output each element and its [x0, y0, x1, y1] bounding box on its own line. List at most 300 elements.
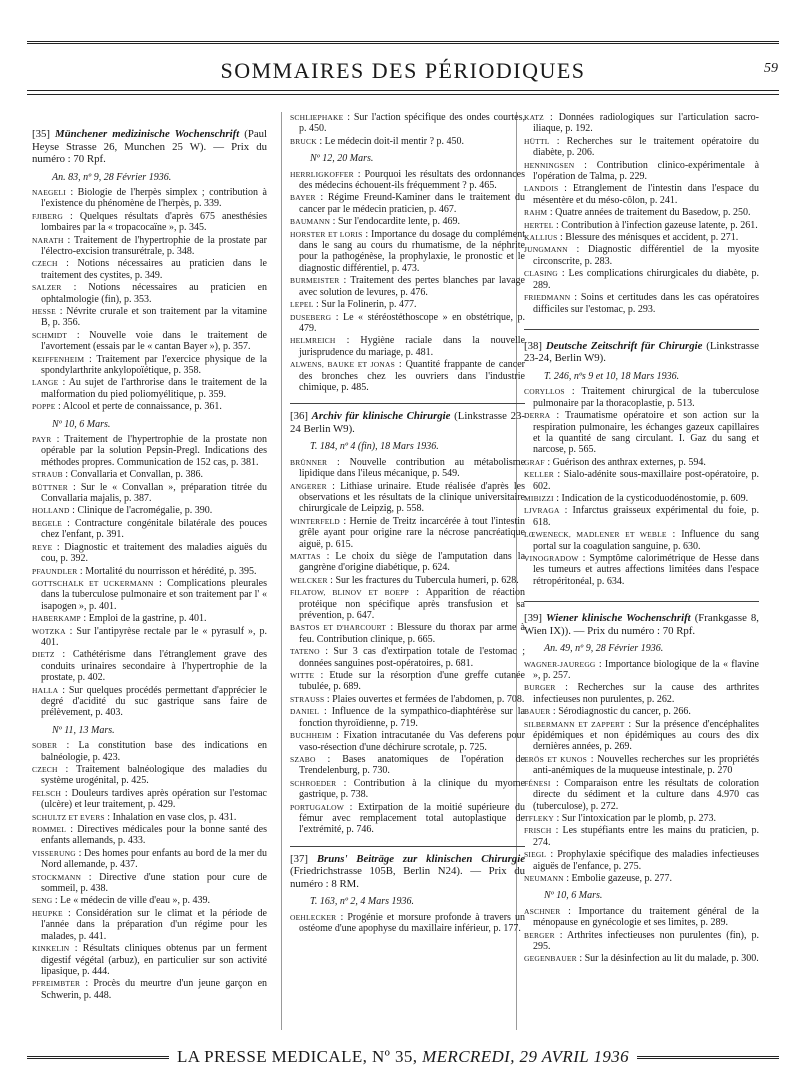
article-title: Traitement par l'exercice physique de la spondylarthrite ankylopoïétique, p. 358.: [41, 353, 267, 376]
article-entry: HORSTER ET LORIS : Importance du dosage du complément dans le sang au cours du rhumatisme, de la néphrite pour la pathogénèse, la prophylaxie, le pronostic et le diagnostic différentiel, p. 473.: [290, 228, 525, 274]
article-entry: MATTAS : Le choix du siège de l'amputation dans la gangrène d'origine diabétique, p. 624.: [290, 551, 526, 574]
issue-heading: T. 163, nº 2, 4 Mars 1936.: [310, 896, 415, 908]
article-title: Bases anatomiques de l'opération de Trendelenburg, p. 730.: [299, 753, 525, 777]
article-author: PORTUGALOW: [290, 802, 345, 812]
article-entry: SALZER : Notions nécessaires au praticien en ophtalmologie (fin), p. 353.: [32, 282, 267, 305]
article-author: BRÜNNER: [290, 457, 328, 467]
article-title: Régime Freund-Kaminer dans le traitement du cancer par le médecin praticien, p. 467.: [299, 192, 525, 215]
article-title: Données radiologiques sur l'articulation sacro-iliaque, p. 192.: [533, 112, 759, 135]
article-title: Pourquoi les résultats des ordonnances des médecins échouent-ils fréquemment ? p. 465.: [299, 168, 525, 192]
article-author: DIETZ: [32, 650, 55, 660]
article-author: HENNINGSEN: [524, 160, 575, 170]
article-entry: CORYLLOS : Traitement chirurgical de la tuberculose pulmonaire par la thoracoplastie, p. 513.: [524, 386, 759, 409]
article-entry: NEUMANN : Embolie gazeuse, p. 277.: [524, 872, 673, 884]
footer-rule: [637, 1056, 779, 1059]
section-divider: [290, 846, 525, 847]
article-entry: BUCHHEIM : Fixation intracutanée du Vas deferens pour vaso-résection d'une déchirure scrotale, p. 725.: [290, 730, 526, 753]
column-divider: [281, 112, 282, 1030]
article-title: Le « médecin de ville d'eau », p. 439.: [60, 895, 210, 907]
article-title: Etranglement de l'intestin dans l'espace du mésentère et du méso-côlon, p. 241.: [533, 183, 759, 206]
article-author: ANGERER: [290, 481, 327, 491]
article-author: WELCKER: [290, 575, 328, 585]
article-title: Notions nécessaires au praticien dans le traitement des cystites, p. 349.: [41, 258, 267, 281]
article-entry: BAUMANN : Sur l'endocardite lente, p. 469.: [290, 216, 460, 228]
article-author: WINTERFELD: [290, 516, 340, 526]
journal-heading-37: [290, 853, 525, 891]
column-1: [32, 112, 267, 1002]
entry-list: [524, 112, 759, 315]
article-entry: VINOGRADOW : Symptôme calorimétrique de Hesse dans les tumeurs et autres affections limitées dans l'espace rétropéritonéal, p. 634.: [524, 553, 759, 587]
article-entry: SCHROEDER : Contribution à la clinique du myome gastrique, p. 738.: [290, 777, 525, 801]
article-author: KALLIUS: [524, 233, 558, 243]
article-author: DERRA: [524, 411, 551, 421]
footer-date: 29 AVRIL 1936: [519, 1047, 630, 1066]
article-author: FILATOW, BLINOV ET BOEPP: [290, 588, 410, 598]
article-title: Recherches sur le traitement opératoire du diabète, p. 206.: [533, 135, 759, 159]
article-entry: ROMMEL : Directives médicales pour la bonne santé des enfants allemands, p. 433.: [32, 824, 268, 847]
article-author: ALWENS, BAUKE ET JONAS: [290, 360, 395, 370]
article-title: Nouvelles recherches sur les propriétés anti-anémiques de la muqueuse intestinale, p. 270: [533, 753, 760, 777]
article-author: HERRLIGKOFFER: [290, 169, 354, 179]
article-entry: SIEGL : Prophylaxie spécifique des maladies infectieuses aiguës de l'enfance, p. 275.: [524, 849, 759, 872]
article-title: Les stupéfiants entre les mains du praticien, p. 274.: [533, 825, 759, 848]
article-entry: FÉNESI : Comparaison entre les résultats de coloration directe du sédiment et la culture dans 4.970 cas (tuberculose), p. 272.: [524, 777, 760, 812]
article-entry: BASTOS ET D'HARCOURT : Blessure du thorax par arme à feu. Contribution clinique, p. 665.: [290, 622, 525, 645]
article-title: Plaies ouvertes et fermées de l'abdomen, p. 708.: [332, 693, 525, 705]
journal-name: Archiv für klinische Chirurgie: [311, 410, 451, 423]
article-entry: HABERKAMP : Emploi de la gastrine, p. 401.: [32, 613, 207, 625]
article-entry: WITTE : Etude sur la résorption d'une greffe cutanée tubulée, p. 689.: [290, 670, 525, 693]
article-title: Apparition de réaction protéique non spécifique après transfusion et sa prévention, p. 647.: [299, 587, 526, 622]
journal-number: [35]: [32, 128, 50, 140]
journal-name: Münchener medizinische Wochenschrift: [55, 128, 240, 140]
article-title: Lithiase urinaire. Etude réalisée d'après les observations et les résultats de la clinique universitaire chirurgicale de Leipzig, p. 558.: [299, 480, 526, 515]
article-author: SCHULTZ ET EVERS: [32, 812, 105, 822]
article-title: Traitement de l'hypertrophie de la prostate par l'électro-excision transurétrale, p. 348.: [41, 234, 267, 257]
journal-heading-35: [32, 128, 267, 166]
article-title: Traitement des pertes blanches par lavage avec solution de levures, p. 476.: [299, 275, 525, 298]
article-entry: STRAUSS : Plaies ouvertes et fermées de l'abdomen, p. 708.: [290, 693, 525, 705]
article-entry: KALLIUS : Blessure des ménisques et accident, p. 271.: [524, 232, 739, 244]
article-title: La constitution base des indications en balnéologie, p. 423.: [41, 740, 268, 763]
article-author: BAYER: [290, 193, 316, 203]
article-entry: FRIEDMANN : Soins et certitudes dans les cas opératoires difficiles sur l'estomac, p. 293.: [524, 292, 759, 315]
article-title: Progénie et morsure profonde à travers un ostéome d'une apophyse du maxillaire inférieur, p. 177.: [299, 911, 525, 935]
article-author: PAYR: [32, 435, 52, 445]
article-entry: BERGER : Arthrites infectieuses non purulentes (fin), p. 295.: [524, 929, 759, 952]
article-entry: OEHLECKER : Progénie et morsure profonde à travers un ostéome d'une apophyse du maxillaire inférieur, p. 177.: [290, 911, 525, 935]
section-divider: [524, 329, 759, 330]
article-author: BURGER: [524, 683, 556, 693]
article-title: Complications pleurales dans la tuberculose pulmonaire et son traitement par l' « isapogen », p. 401.: [41, 577, 267, 612]
entry-list: [524, 906, 759, 965]
article-author: VINOGRADOW: [524, 554, 579, 563]
article-author: PFREIMBTER: [32, 979, 81, 989]
article-author: WITTE: [290, 671, 315, 681]
article-author: SOBER: [32, 741, 58, 751]
article-author: LEPEL: [290, 300, 314, 310]
article-author: BERGER: [524, 930, 555, 940]
article-entry: CZECH : Traitement balnéologique des maladies du système urogénital, p. 425.: [32, 764, 267, 787]
journal-number: [36]: [290, 410, 308, 423]
article-title: Quelques résultats d'après 675 anesthésies lombaires par la « tropacocaïne », p. 345.: [41, 210, 267, 234]
article-author: OEHLECKER: [290, 912, 337, 922]
article-author: KEIFFENHEIM: [32, 354, 85, 364]
entry-list: [290, 112, 525, 147]
article-author: VISSERUNG: [32, 848, 76, 858]
article-author: HOLLAND: [32, 506, 70, 516]
article-title: Etude sur la résorption d'une greffe cutanée tubulée, p. 689.: [299, 670, 525, 693]
article-author: NARATH: [32, 235, 64, 245]
article-author: HÜTTL: [524, 136, 550, 146]
section-divider: [290, 403, 525, 404]
article-entry: DERRA : Traumatisme opératoire et son action sur la respiration pulmonaire, les échanges gazeux capillaires et la quantité de sang circulant. I. Gaz du sang et narcose, p. 565.: [524, 410, 759, 456]
issue-heading: T. 184, nº 4 (fin), 18 Mars 1936.: [310, 441, 439, 453]
article-author: SZABO: [290, 754, 316, 764]
article-entry: BRUCK : Le médecin doit-il mentir ? p. 450.: [290, 135, 465, 147]
article-title: Comparaison entre les résultats de coloration directe du sédiment et la culture dans 4.970 cas (tuberculose), p. 272.: [533, 777, 760, 812]
article-author: TFLEKY: [524, 813, 554, 823]
article-entry: PAYR : Traitement de l'hypertrophie de la prostate non opérable par la solution Pepsin-Pregl. Indications des méthodes propres. Communication de 152 cas, p. 381.: [32, 434, 267, 468]
article-entry: GEGENBAUER : Sur la désinfection au lit du malade, p. 300.: [524, 953, 759, 965]
article-entry: WINTERFELD : Hernie de Treitz incarcérée à tout l'intestin grêle ayant pour origine rare la nécrose pancréatique aiguë, p. 615.: [290, 515, 526, 550]
article-entry: LANGE : Au sujet de l'arthrorise dans le traitement de la malformation du pied poliomyélitique, p. 359.: [32, 377, 267, 400]
issue-heading: An. 83, nº 9, 28 Février 1936.: [52, 171, 172, 183]
article-entry: LŒWENECK, MADLENER ET WEBLE : Influence du sang portal sur la coagulation sanguine, p. 630.: [524, 529, 759, 552]
article-title: Sialo-adénite sous-maxillaire post-opératoire, p. 602.: [533, 469, 760, 492]
article-author: HABERKAMP: [32, 614, 81, 624]
article-entry: BURGER : Recherches sur la cause des arthrites infectieuses non purulentes, p. 262.: [524, 682, 759, 705]
article-author: FÉNESI: [524, 778, 551, 788]
issue-heading: An. 49, nº 9, 28 Février 1936.: [544, 643, 664, 655]
journal-info: (Friedrichstrasse 105B, Berlin N24). — Prix du numéro : 8 RM.: [290, 865, 525, 890]
article-title: Directive d'une station pour cure de sommeil, p. 438.: [41, 871, 268, 895]
entry-list: [290, 912, 525, 935]
article-entry: SCHMIDT : Nouvelle voie dans le traitement de l'avortement (essais par le « cantan Bayer »), p. 357.: [32, 329, 267, 353]
article-entry: SCHULTZ ET EVERS : Inhalation en vase clos, p. 431.: [32, 811, 237, 823]
article-entry: BAYER : Régime Freund-Kaminer dans le traitement du cancer par le médecin praticien, p. 467.: [290, 192, 525, 215]
article-author: SENG: [32, 896, 53, 906]
article-entry: SCHLIEPHAKE : Sur l'action spécifique des ondes courtes, p. 450.: [290, 112, 525, 135]
article-title: Mortalité du nourrisson et hérédité, p. 395.: [85, 565, 257, 577]
article-title: Influence de la sympathico-diaphtérèse sur la fonction thyroïdienne, p. 719.: [299, 706, 525, 729]
article-title: Quantité frappante de cancer des bronches chez les ouvriers dans l'industrie chimique, p. 485.: [299, 359, 526, 393]
article-title: Douleurs tardives après opération sur l'estomac (ulcère) et leur traitement, p. 429.: [41, 787, 267, 811]
article-entry: SOBER : La constitution base des indications en balnéologie, p. 423.: [32, 740, 268, 763]
article-entry: JUNGMANN : Diagnostic différentiel de la myosite circonscrite, p. 283.: [524, 244, 759, 267]
article-author: BUCHHEIM: [290, 731, 332, 741]
article-entry: SENG : Le « médecin de ville d'eau », p. 439.: [32, 895, 210, 907]
article-entry: MIBIZZI : Indication de la cysticoduodénostomie, p. 609.: [524, 492, 749, 504]
article-author: KELLER: [524, 470, 554, 480]
article-author: CORYLLOS: [524, 387, 565, 397]
article-title: Directives médicales pour la bonne santé des enfants allemands, p. 433.: [41, 824, 268, 847]
journal-name: Wiener klinische Wochenschrift: [546, 612, 691, 625]
article-entry: FRISCH : Les stupéfiants entre les mains du praticien, p. 274.: [524, 825, 759, 848]
header-rule-2: [27, 94, 779, 95]
article-entry: HENNINGSEN : Contribution clinico-expérimentale à l'opération de Talma, p. 229.: [524, 159, 760, 183]
entry-list: [32, 187, 267, 413]
issue-heading: Nº 12, 20 Mars.: [310, 153, 374, 165]
article-title: Hernie de Treitz incarcérée à tout l'intestin grêle ayant pour origine rare la nécrose pancréatique aiguë, p. 615.: [299, 515, 526, 550]
article-author: DANIEL: [290, 707, 320, 717]
article-title: Importance biologique de la « flavine », p. 257.: [533, 658, 759, 682]
entry-list: [290, 457, 525, 836]
article-title: Clinique de l'acromégalie, p. 390.: [77, 505, 213, 517]
article-title: Blessure du thorax par arme à feu. Contribution clinique, p. 665.: [299, 622, 525, 645]
entry-list: [524, 659, 759, 885]
article-title: Cathétérisme dans l'étranglement grave des conduits urinaires secondaire à l'hypertrophie de la prostate, p. 402.: [41, 649, 268, 684]
article-author: ASCHNER: [524, 906, 561, 916]
journal-number: [38]: [524, 339, 542, 352]
article-author: HORSTER ET LORIS: [290, 229, 363, 239]
article-title: Nouvelle voie dans le traitement de l'avortement (essais par le « cantan Bayer »), p. 357.: [41, 329, 267, 353]
article-title: Sur l'endocardite lente, p. 469.: [337, 216, 460, 228]
entry-list: [32, 740, 267, 1001]
journal-info: (Frankgasse 8, Wien IX)). — Prix du numéro : 70 Rpf.: [524, 612, 759, 637]
article-author: BÜTTNER: [32, 482, 68, 492]
article-entry: ALWENS, BAUKE ET JONAS : Quantité frappante de cancer des bronches chez les ouvriers dans l'industrie chimique, p. 485.: [290, 359, 526, 393]
article-entry: HERTEL : Contribution à l'infection gazeuse latente, p. 261.: [524, 219, 758, 231]
article-entry: ANGERER : Lithiase urinaire. Etude réalisée d'après les observations et les résultats de la clinique universitaire chirurgicale de Leipzig, p. 558.: [290, 480, 526, 515]
article-title: Blessure des ménisques et accident, p. 271.: [565, 232, 739, 244]
article-author: SCHROEDER: [290, 778, 337, 788]
column-2: [290, 112, 525, 935]
article-entry: KEIFFENHEIM : Traitement par l'exercice physique de la spondylarthrite ankylopoïétique, p. 358.: [32, 353, 267, 376]
article-entry: TATENO : Sur 3 cas d'extirpation totale de l'estomac ; données sanguines post-opératoires, p. 681.: [290, 646, 526, 669]
article-title: Contracture congénitale bilatérale des pouces chez l'enfant, p. 391.: [41, 517, 268, 541]
article-author: KATZ: [524, 113, 544, 122]
top-rule: [27, 41, 779, 44]
article-title: Sur l'antipyrèse rectale par le « pyrasulf », p. 401.: [41, 625, 268, 648]
article-entry: FJIBERG : Quelques résultats d'après 675 anesthésies lombaires par la « tropacocaïne », p. 345.: [32, 210, 267, 234]
article-entry: WAGNER-JAUREGG : Importance biologique de la « flavine », p. 257.: [524, 658, 759, 682]
article-author: BURMEISTER: [290, 276, 340, 286]
article-author: CLASING: [524, 269, 558, 279]
article-entry: BRÜNNER : Nouvelle contribution au métabolisme lipidique dans l'ileus mécanique, p. 549.: [290, 456, 526, 480]
article-entry: SZABO : Bases anatomiques de l'opération de Trendelenburg, p. 730.: [290, 753, 525, 777]
section-divider: [524, 601, 759, 602]
article-entry: DIETZ : Cathétérisme dans l'étranglement grave des conduits urinaires secondaire à l'hypertrophie de la prostate, p. 402.: [32, 649, 268, 684]
page-number: 59: [764, 61, 778, 76]
article-entry: NARATH : Traitement de l'hypertrophie de la prostate par l'électro-excision transurétrale, p. 348.: [32, 234, 267, 257]
article-author: LJVRAGA: [524, 506, 560, 516]
article-author: GOTTSCHALK ET UCKERMANN: [32, 578, 154, 588]
article-title: Symptôme calorimétrique de Hesse dans les tumeurs et autres affections limitées dans l'espace rétropéritonéal, p. 634.: [533, 553, 759, 587]
article-entry: BAUER : Sérodiagnostic du cancer, p. 266.: [524, 706, 691, 718]
article-entry: HERRLIGKOFFER : Pourquoi les résultats des ordonnances des médecins échouent-ils fréquemment ? p. 465.: [290, 168, 525, 192]
article-title: Sur la Folinerin, p. 477.: [321, 299, 417, 311]
article-author: SIEGL: [524, 850, 547, 860]
footer: [27, 1047, 779, 1067]
issue-heading: Nº 10, 6 Mars.: [52, 418, 111, 430]
article-title: Traitement balnéologique des maladies du système urogénital, p. 425.: [41, 764, 267, 787]
article-author: STOCKMANN: [32, 872, 82, 882]
article-title: Traitement de l'hypertrophie de la prostate non opérable par la solution Pepsin-Pregl. Indications des méthodes propres. Communication de 152 cas, p. 381.: [41, 434, 267, 468]
article-author: PFAUNDLER: [32, 566, 78, 576]
article-author: NEUMANN: [524, 873, 564, 883]
article-title: Contribution clinico-expérimentale à l'opération de Talma, p. 229.: [533, 159, 760, 183]
article-author: GEGENBAUER: [524, 954, 577, 964]
article-author: SILBERMANN ET ZAPPERT: [524, 719, 625, 729]
article-title: Guérison des anthrax externes, p. 594.: [552, 456, 706, 468]
article-entry: ASCHNER : Importance du traitement général de la ménopause en gynécologie et ses limites, p. 289.: [524, 905, 759, 929]
article-title: Sur les fractures du Tubercula humeri, p. 628.: [335, 574, 519, 586]
article-title: Résultats cliniques obtenus par un ferment digestif végétal (arbuz), en particulier sur son activité lipasique, p. 444.: [41, 943, 267, 977]
article-title: Le médecin doit-il mentir ? p. 450.: [324, 135, 465, 147]
article-title: Procès du meurtre d'un jeune garçon en Schwerin, p. 448.: [41, 978, 268, 1001]
article-entry: WELCKER : Sur les fractures du Tubercula humeri, p. 628.: [290, 574, 519, 586]
article-title: Soins et certitudes dans les cas opératoires difficiles sur l'estomac, p. 293.: [533, 292, 759, 315]
article-title: Notions nécessaires au praticien en ophtalmologie (fin), p. 353.: [41, 282, 267, 305]
article-title: Extirpation de la moitié supérieure du fémur avec remplacement total autoplastique de l'extrémité, p. 746.: [299, 801, 525, 836]
article-entry: CZECH : Notions nécessaires au praticien dans le traitement des cystites, p. 349.: [32, 258, 267, 281]
issue-heading: Nº 10, 6 Mars.: [544, 890, 603, 902]
article-author: HALLA: [32, 685, 59, 695]
article-entry: STOCKMANN : Directive d'une station pour cure de sommeil, p. 438.: [32, 871, 268, 895]
article-entry: DANIEL : Influence de la sympathico-diaphtérèse sur la fonction thyroïdienne, p. 719.: [290, 706, 525, 729]
entry-list: [32, 434, 267, 719]
article-title: Convallaria et Convallan, p. 386.: [70, 469, 204, 481]
article-title: Alcool et perte de connaissance, p. 361.: [62, 401, 222, 413]
article-title: Influence du sang portal sur la coagulation sanguine, p. 630.: [533, 529, 759, 552]
article-title: Les complications chirurgicales du diabète, p. 289.: [533, 268, 759, 291]
article-title: Quatre années de traitement du Basedow, p. 250.: [555, 207, 751, 219]
footer-publication: LA PRESSE MEDICALE, Nº 35,: [176, 1047, 418, 1066]
article-entry: HOLLAND : Clinique de l'acromégalie, p. 390.: [32, 505, 213, 517]
article-entry: VISSERUNG : Des homes pour enfants au bord de la mer du Nord allemande, p. 437.: [32, 847, 267, 871]
article-title: Fixation intracutanée du Vas deferens pour vaso-résection d'une déchirure scrotale, p. 725.: [299, 730, 526, 753]
article-entry: KATZ : Données radiologiques sur l'articulation sacro-iliaque, p. 192.: [524, 112, 759, 135]
article-author: ROMMEL: [32, 825, 67, 835]
article-title: Importance du dosage du complément dans le sang au cours du rhumatisme, de la néphrite pour la pathogénèse, la prophylaxie, le pronostic et le diagnostic différentiel, p. 473.: [299, 228, 525, 274]
article-entry: ERÖS ET KUNOS : Nouvelles recherches sur les propriétés anti-anémiques de la muqueuse intestinale, p. 270: [524, 753, 760, 777]
article-entry: BURMEISTER : Traitement des pertes blanches par lavage avec solution de levures, p. 476.: [290, 275, 525, 298]
article-author: GRAF: [524, 457, 545, 467]
article-title: Diagnostic différentiel de la myosite circonscrite, p. 283.: [533, 244, 759, 267]
article-title: Névrite crurale et son traitement par la vitamine B, p. 356.: [41, 305, 267, 329]
entry-list: [290, 169, 525, 394]
article-entry: RAHM : Quatre années de traitement du Basedow, p. 250.: [524, 207, 751, 219]
journal-name: Deutsche Zeitschrift für Chirurgie: [545, 339, 703, 352]
article-title: Prophylaxie spécifique des maladies infectieuses aiguës de l'enfance, p. 275.: [533, 849, 759, 872]
article-title: Biologie de l'herpès simplex ; contribution à l'existence du phénomène de l'herpès, p. 339.: [41, 186, 267, 210]
article-title: Inhalation en vase clos, p. 431.: [112, 811, 237, 823]
article-title: Des homes pour enfants au bord de la mer du Nord allemande, p. 437.: [41, 847, 267, 871]
article-author: LANDOIS: [524, 184, 559, 194]
article-title: Sur la présence d'encéphalites épidémiques et non épidémiques au cours des dix dernières années, p. 269.: [533, 718, 759, 753]
article-title: Embolie gazeuse, p. 277.: [571, 872, 673, 884]
article-author: JUNGMANN: [524, 245, 568, 255]
header-rule: [27, 90, 779, 91]
article-entry: LJVRAGA : Infarctus graisseux expérimental du foie, p. 618.: [524, 505, 759, 528]
article-author: FELSCH: [32, 788, 62, 798]
issue-heading: T. 246, nºs 9 et 10, 18 Mars 1936.: [544, 370, 680, 382]
article-author: POPPE: [32, 402, 56, 412]
article-author: LANGE: [32, 378, 59, 388]
entry-list: [524, 386, 759, 587]
article-title: Au sujet de l'arthrorise dans le traitement de la malformation du pied poliomyélitique, p. 359.: [41, 377, 267, 400]
article-title: Sur quelques procédés permettant d'apprécier le degré d'acidité du suc gastrique sans faire de prélèvement, p. 403.: [41, 684, 267, 719]
journal-info: (Linkstrasse 23-24 Berlin W9).: [290, 410, 525, 435]
article-title: Contribution à la clinique du myome gastrique, p. 738.: [299, 777, 525, 801]
footer-rule: [27, 1056, 169, 1059]
article-entry: DUSEBERG : Le « stéréostéthoscope » en obstétrique, p. 479.: [290, 311, 526, 334]
article-author: RAHM: [524, 208, 548, 218]
article-title: Contribution à l'infection gazeuse latente, p. 261.: [561, 219, 758, 231]
article-title: Traumatisme opératoire et son action sur la respiration pulmonaire, les échanges gazeux capillaires et la quantité de sang circulant. I. Gaz du sang et narcose, p. 565.: [533, 410, 759, 456]
article-entry: PFREIMBTER : Procès du meurtre d'un jeune garçon en Schwerin, p. 448.: [32, 978, 268, 1001]
article-author: REYE: [32, 542, 53, 552]
article-entry: LANDOIS : Etranglement de l'intestin dans l'espace du mésentère et du méso-côlon, p. 241.: [524, 183, 759, 206]
article-title: Indication de la cysticoduodénostomie, p. 609.: [561, 492, 749, 504]
article-author: HELMREICH: [290, 336, 336, 346]
article-author: STRAUSS: [290, 694, 325, 704]
article-title: Sur le « Convallan », préparation titrée du Convallaria majalis, p. 387.: [41, 481, 268, 505]
article-entry: FILATOW, BLINOV ET BOEPP : Apparition de réaction protéique non spécifique après transfusion et sa prévention, p. 647.: [290, 587, 526, 622]
article-author: STRAUB: [32, 470, 63, 480]
article-entry: POPPE : Alcool et perte de connaissance, p. 361.: [32, 401, 222, 413]
article-entry: BÜTTNER : Sur le « Convallan », préparation titrée du Convallaria majalis, p. 387.: [32, 481, 268, 505]
article-title: Sérodiagnostic du cancer, p. 266.: [558, 706, 691, 718]
article-title: Le « stéréostéthoscope » en obstétrique, p. 479.: [299, 311, 526, 334]
article-entry: REYE : Diagnostic et traitement des maladies aiguës du cou, p. 392.: [32, 541, 268, 565]
page-title: SOMMAIRES DES PÉRIODIQUES: [220, 58, 586, 83]
article-title: Nouvelle contribution au métabolisme lipidique dans l'ileus mécanique, p. 549.: [299, 456, 526, 480]
article-entry: HESSE : Névrite crurale et son traitement par la vitamine B, p. 356.: [32, 305, 267, 329]
footer-text: [169, 1047, 637, 1067]
article-author: HERTEL: [524, 220, 554, 230]
article-entry: HEUPKE : Considération sur le climat et la période de l'année dans la préparation d'un régime pour les malades, p. 441.: [32, 907, 268, 942]
article-entry: HELMREICH : Hygiène raciale dans la nouvelle jurisprudence du mariage, p. 481.: [290, 335, 526, 358]
article-author: SCHLIEPHAKE: [290, 113, 344, 122]
article-title: Sur l'action spécifique des ondes courtes, p. 450.: [299, 112, 525, 135]
journal-name: Bruns' Beiträge zur klinischen Chirurgie: [316, 852, 525, 865]
article-author: LŒWENECK, MADLENER ET WEBLE: [524, 530, 667, 540]
article-entry: GRAF : Guérison des anthrax externes, p. 594.: [524, 456, 706, 468]
article-entry: LEPEL : Sur la Folinerin, p. 477.: [290, 299, 417, 311]
article-author: HESSE: [32, 306, 56, 316]
article-author: ERÖS ET KUNOS: [524, 754, 587, 764]
article-author: BEGELE: [32, 518, 62, 528]
journal-number: [39]: [524, 612, 542, 625]
article-title: Traitement chirurgical de la tuberculose pulmonaire par la thoracoplastie, p. 513.: [533, 386, 759, 409]
article-author: MATTAS: [290, 552, 321, 561]
article-entry: PORTUGALOW : Extirpation de la moitié supérieure du fémur avec remplacement total autoplastique de l'extrémité, p. 746.: [290, 801, 525, 836]
article-entry: CLASING : Les complications chirurgicales du diabète, p. 289.: [524, 268, 759, 291]
journal-heading-38: [524, 340, 759, 365]
article-author: TATENO: [290, 647, 320, 657]
journal-number: [37]: [290, 852, 308, 865]
article-title: Sur la désinfection au lit du malade, p. 300.: [584, 953, 759, 965]
article-entry: HALLA : Sur quelques procédés permettant d'apprécier le degré d'acidité du suc gastrique sans faire de prélèvement, p. 403.: [32, 684, 267, 719]
article-entry: WOTZKA : Sur l'antipyrèse rectale par le « pyrasulf », p. 401.: [32, 625, 268, 648]
article-author: CZECH: [32, 765, 58, 774]
article-author: WOTZKA: [32, 626, 66, 636]
article-entry: KELLER : Sialo-adénite sous-maxillaire post-opératoire, p. 602.: [524, 469, 760, 492]
article-title: Le choix du siège de l'amputation dans la gangrène d'origine diabétique, p. 624.: [299, 551, 526, 574]
article-author: WAGNER-JAUREGG: [524, 659, 596, 669]
article-author: BAUMANN: [290, 217, 331, 227]
article-author: BAUER: [524, 707, 551, 717]
article-title: Emploi de la gastrine, p. 401.: [88, 613, 207, 625]
article-author: DUSEBERG: [290, 312, 332, 322]
article-author: FRIEDMANN: [524, 293, 571, 303]
article-entry: GOTTSCHALK ET UCKERMANN : Complications pleurales dans la tuberculose pulmonaire et son traitement par l' « isapogen », p. 401.: [32, 577, 267, 612]
article-entry: HÜTTL : Recherches sur le traitement opératoire du diabète, p. 206.: [524, 135, 759, 159]
issue-heading: Nº 11, 13 Mars.: [52, 724, 115, 736]
column-3: [524, 112, 759, 966]
